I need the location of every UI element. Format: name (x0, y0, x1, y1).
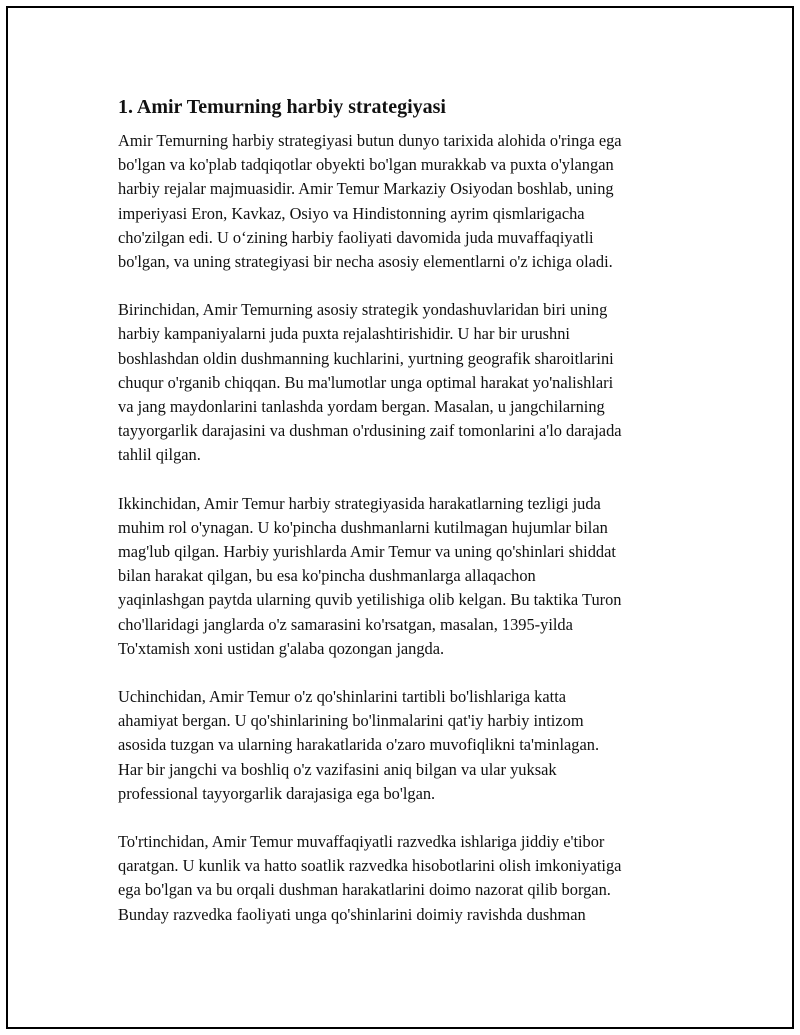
text-line: professional tayyorgarlik darajasiga ega bo'lgan. (118, 783, 436, 803)
text-line: cho'zilgan edi. U o‘zining harbiy faoliyati davomida juda muvaffaqiyatli (118, 227, 594, 247)
paragraph-4 (118, 685, 688, 806)
section-heading: 1. Amir Temurning harbiy strategiyasi (118, 96, 446, 118)
text-line: muhim rol o'ynagan. U ko'pincha dushmanlarni kutilmagan hujumlar bilan (118, 517, 608, 537)
text-line: harbiy rejalar majmuasidir. Amir Temur Markaziy Osiyodan boshlab, uning (118, 179, 614, 199)
text-line: boshlashdan oldin dushmanning kuchlarini, yurtning geografik sharoitlarini (118, 348, 614, 368)
text-line: Ikkinchidan, Amir Temur harbiy strategiyasida harakatlarning tezligi juda (118, 493, 601, 513)
text-line: va jang maydonlarini tanlashda yordam bergan. Masalan, u jangchilarning (118, 397, 605, 417)
paragraph-5 (118, 830, 688, 927)
text-line: Amir Temurning harbiy strategiyasi butun dunyo tarixida alohida o'ringa ega (118, 131, 622, 150)
text-line: cho'llaridagi janglarda o'z samarasini ko'rsatgan, masalan, 1395-yilda (118, 614, 573, 634)
text-line: Birinchidan, Amir Temurning asosiy strategik yondashuvlaridan biri uning (118, 300, 608, 320)
text-line: yaqinlashgan paytda ularning quvib yetilishiga olib kelgan. Bu taktika Turon (118, 590, 622, 610)
text-line: bilan harakat qilgan, bu esa ko'pincha dushmanlarga allaqachon (118, 566, 536, 586)
text-line: bo'lgan va ko'plab tadqiqotlar obyekti bo'lgan murakkab va puxta o'ylangan (118, 155, 614, 175)
text-line: Uchinchidan, Amir Temur o'z qo'shinlarini tartibli bo'lishlariga katta (118, 687, 567, 707)
text-line: tahlil qilgan. (118, 445, 201, 465)
text-line: imperiyasi Eron, Kavkaz, Osiyo va Hindistonning ayrim qismlarigacha (118, 203, 585, 223)
text-line: chuqur o'rganib chiqqan. Bu ma'lumotlar unga optimal harakat yo'nalishlari (118, 372, 614, 392)
text-line: To'xtamish xoni ustidan g'alaba qozongan jangda. (118, 638, 445, 658)
text-line: ega bo'lgan va bu orqali dushman harakatlarini doimo nazorat qilib borgan. (118, 880, 611, 900)
document-body (118, 94, 688, 951)
text-line: bo'lgan, va uning strategiyasi bir necha asosiy elementlarni o'z ichiga oladi. (118, 252, 613, 272)
paragraph-2 (118, 298, 688, 467)
text-line: Har bir jangchi va boshliq o'z vazifasini aniq bilgan va ular yuksak (118, 759, 557, 779)
paragraph-3 (118, 492, 688, 661)
text-line: tayyorgarlik darajasini va dushman o'rdusining zaif tomonlarini a'lo darajada (118, 421, 622, 441)
text-line: qaratgan. U kunlik va hatto soatlik razvedka hisobotlarini olish imkoniyatiga (118, 856, 622, 876)
text-line: Bunday razvedka faoliyati unga qo'shinlarini doimiy ravishda dushman (118, 904, 586, 924)
text-line: harbiy kampaniyalarni juda puxta rejalashtirishidir. U har bir urushni (118, 324, 570, 344)
paragraph-1 (118, 129, 688, 274)
text-line: To'rtinchidan, Amir Temur muvaffaqiyatli razvedka ishlariga jiddiy e'tibor (118, 832, 605, 852)
text-line: ahamiyat bergan. U qo'shinlarining bo'linmalarini qat'iy harbiy intizom (118, 711, 584, 731)
text-line: mag'lub qilgan. Harbiy yurishlarda Amir Temur va uning qo'shinlari shiddat (118, 542, 616, 562)
text-line: asosida tuzgan va ularning harakatlarida o'zaro muvofiqlikni ta'minlagan. (118, 735, 600, 755)
